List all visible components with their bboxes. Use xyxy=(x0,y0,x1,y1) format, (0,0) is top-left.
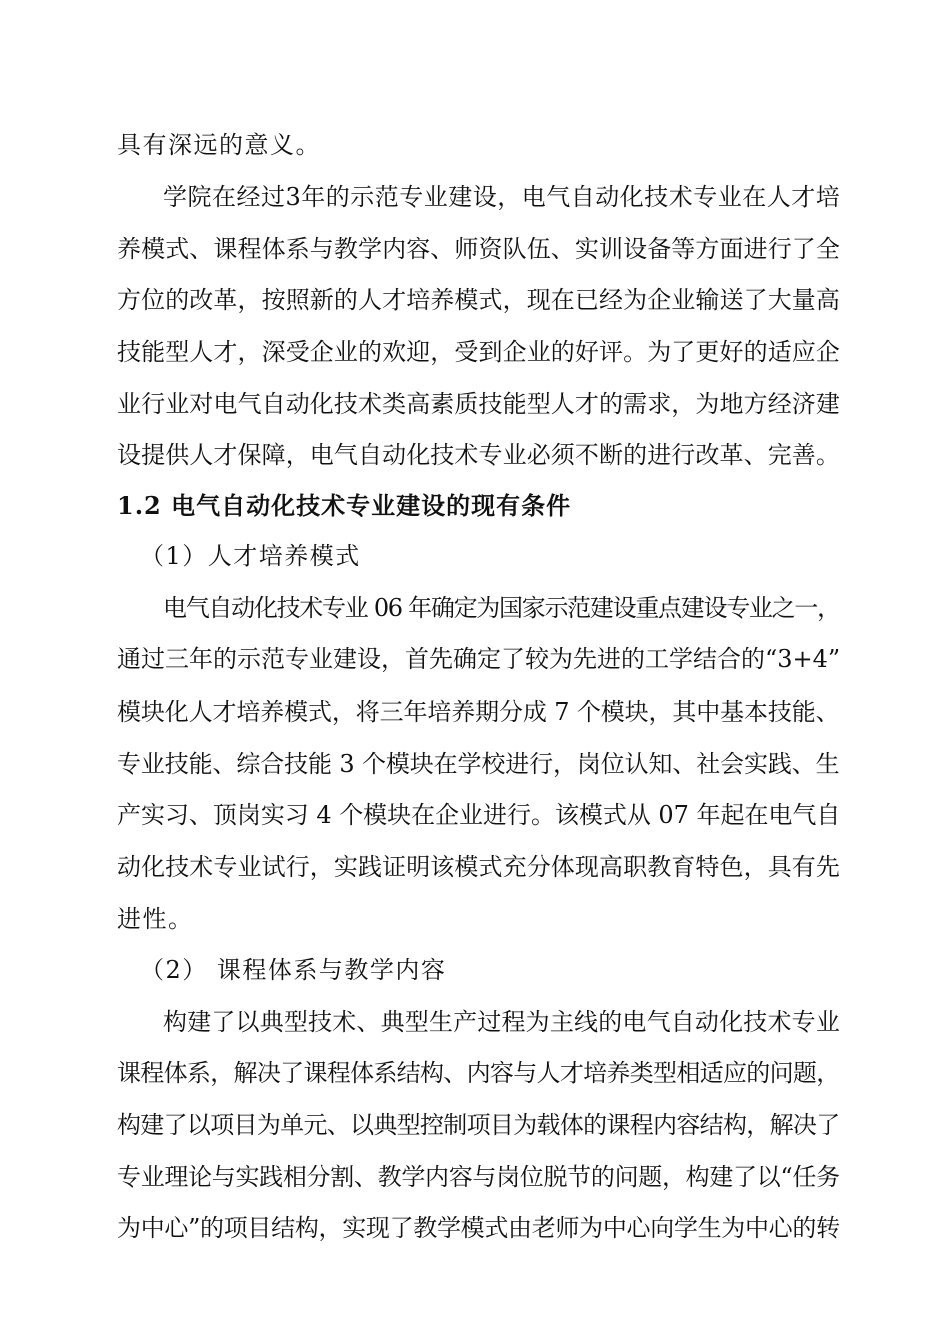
paragraph-line: 技能型人才，深受企业的欢迎，受到企业的好评。为了更好的适应企 xyxy=(117,338,840,366)
paragraph-line: 构建了以项目为单元、以典型控制项目为载体的课程内容结构，解决了 xyxy=(117,1111,840,1139)
paragraph-line: 动化技术专业试行，实践证明该模式充分体现高职教育特色，具有先 xyxy=(117,853,840,881)
paragraph-line: 产实习、顶岗实习 4 个模块在企业进行。该模式从 07 年起在电气自 xyxy=(117,801,841,829)
paragraph-line: 具有深远的意义。 xyxy=(117,131,321,159)
paragraph-line: 为中心”的项目结构，实现了教学模式由老师为中心向学生为中心的转 xyxy=(117,1214,840,1242)
subsection-title: （2） 课程体系与教学内容 xyxy=(140,956,447,984)
paragraph-line: 进性。 xyxy=(117,905,194,933)
paragraph-line: 专业理论与实践相分割、教学内容与岗位脱节的问题，构建了以“任务 xyxy=(117,1163,840,1191)
paragraph-line: 养模式、课程体系与教学内容、师资队伍、实训设备等方面进行了全 xyxy=(117,235,840,263)
paragraph-line: 设提供人才保障，电气自动化技术专业必须不断的进行改革、完善。 xyxy=(117,441,840,469)
paragraph-line: 方位的改革，按照新的人才培养模式，现在已经为企业输送了大量高 xyxy=(117,286,840,314)
paragraph-line: 课程体系，解决了课程体系结构、内容与人才培养类型相适应的问题， xyxy=(117,1059,840,1087)
paragraph-line: 构建了以典型技术、典型生产过程为主线的电气自动化技术专业 xyxy=(163,1008,840,1036)
paragraph-line: 业行业对电气自动化技术类高素质技能型人才的需求，为地方经济建 xyxy=(117,390,840,418)
paragraph-line: 专业技能、综合技能 3 个模块在学校进行，岗位认知、社会实践、生 xyxy=(117,750,840,778)
paragraph-line: 通过三年的示范专业建设，首先确定了较为先进的工学结合的“3+4” xyxy=(117,645,841,673)
paragraph-line: 学院在经过3年的示范专业建设，电气自动化技术专业在人才培 xyxy=(163,183,841,211)
section-heading: 1.2 电气自动化技术专业建设的现有条件 xyxy=(117,491,572,520)
paragraph-line: 模块化人才培养模式，将三年培养期分成 7 个模块，其中基本技能、 xyxy=(117,698,840,726)
paragraph-line: 电气自动化技术专业 06 年确定为国家示范建设重点建设专业之一， xyxy=(163,594,840,622)
subsection-title: （1）人才培养模式 xyxy=(140,542,361,570)
